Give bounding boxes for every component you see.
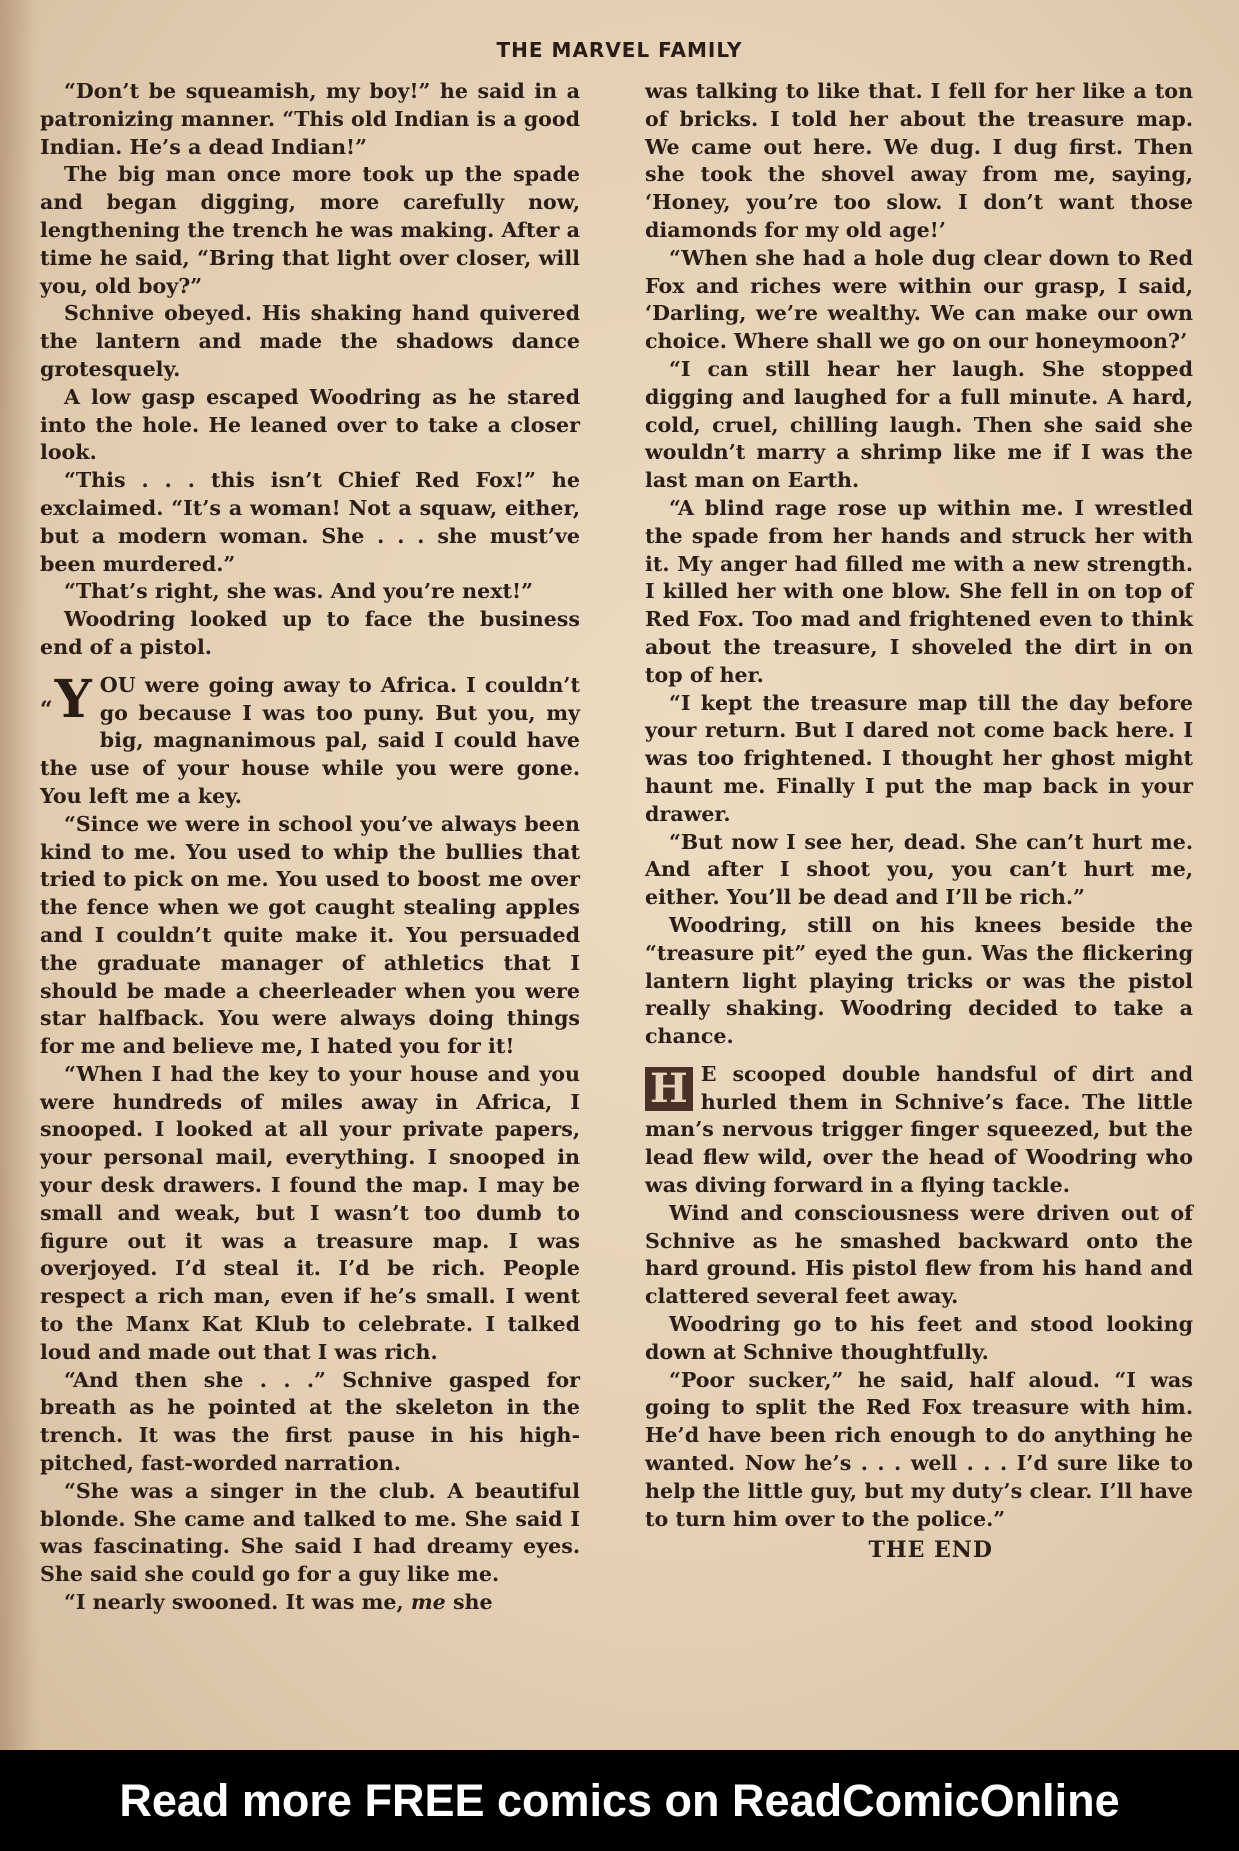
paragraph: “Since we were in school you’ve always been kind to me. You used to whip the bullies that tried to pick on me. You used to boost me over the fence when we got caught stealing apples and I couldn’t quite make it. You persuaded the graduate manager of athletics that I should be made a cheerleader when you were star halfback. You were always doing things for me and believe me, I hated you for it! [40,811,580,1059]
paragraph: “A blind rage rose up within me. I wrestled the spade from her hands and struck her with it. My anger had filled me with a new strength. I killed her with one blow. She fell in on top of Red Fox. Too mad and frightened even to think about the treasure, I shoveled the dirt in on top of her. [645,495,1193,687]
paragraph: “But now I see her, dead. She can’t hurt me. And after I shoot you, you can’t hurt me, either. You’ll be dead and I’ll be rich.” [645,829,1193,910]
paragraph: The big man once more took up the spade and began digging, more carefully now, lengthening the trench he was making. After a time he said, “Bring that light over closer, will you, old boy?” [40,162,580,298]
paragraph: “Poor sucker,” he said, half aloud. “I was going to split the Red Fox treasure with him. He’d have been rich enough to do anything he wanted. Now he’s . . . well . . . I’d sure like to help the little guy, but my duty’s clear. I’ll have to turn him over to the police.” [645,1367,1193,1531]
paragraph: “This . . . this isn’t Chief Red Fox!” he exclaimed. “It’s a woman! Not a squaw, either, but a modern woman. She . . . she must’ve been murdered.” [40,468,580,576]
paragraph: was talking to like that. I fell for her like a ton of bricks. I told her about the treasure map. We came out here. We dug. I dug first. Then she took the shovel away from me, saying, ‘Honey, you’re too slow. I don’t want those diamonds for my old age!’ [645,79,1193,242]
dropcap-paragraph [645,1061,1193,1200]
paragraph: A low gasp escaped Woodring as he stared into the hole. He leaned over to take a closer look. [40,384,580,465]
paragraph: Schnive obeyed. His shaking hand quivered the lantern and made the shadows dance grotesquely. [40,301,580,381]
right-text-column [645,78,1193,1565]
paragraph: Woodring looked up to face the business end of a pistol. [40,607,580,659]
drop-cap: H [645,1067,693,1111]
promo-banner: Read more FREE comics on ReadComicOnline [0,1750,1239,1851]
paragraph: “I can still hear her laugh. She stopped digging and laughed for a full minute. A hard, cold, cruel, chilling laugh. Then she said she wouldn’t marry a shrimp like me if I was the last man on Earth. [645,356,1193,493]
drop-cap [40,668,92,734]
paragraph: Wind and consciousness were driven out of Schnive as he smashed backward onto the hard ground. His pistol flew from his hand and clattered several feet away. [645,1200,1193,1309]
drop-cap-letter: Y [54,668,92,730]
drop-cap-quote: “ [40,696,53,723]
paragraph: “And then she . . .” Schnive gasped for breath as he pointed at the skeleton in the trench. It was the first pause in his high-pitched, fast-worded narration. [40,1367,580,1476]
left-text-column [40,78,580,1617]
page-header: THE MARVEL FAMILY [496,38,743,62]
paragraph: “When I had the key to your house and you were hundreds of miles away in Africa, I snooped. I looked at all your private papers, your personal mail, everything. I snooped in your desk drawers. I found the map. I may be small and weak, but I wasn’t too dumb to figure out it was a treasure map. I was overjoyed. I’d steal it. I’d be rich. People respect a rich man, even if he’s small. I went to the Manx Kat Klub to celebrate. I talked loud and made out that I was rich. [40,1061,580,1364]
dropcap-paragraph [40,668,580,811]
paragraph-text: “I nearly swooned. It was me, [64,1590,411,1615]
paragraph: Woodring, still on his knees beside the “treasure pit” eyed the gun. Was the flickering lantern light playing tricks or was the pistol really shaking. Woodring decided to take a chance. [645,912,1193,1049]
paragraph: “I kept the treasure map till the day before your return. But I dared not come back here. I was too frightened. I thought her ghost might haunt me. Finally I put the map back in your drawer. [645,690,1193,826]
paragraph: “When she had a hole dug clear down to Red Fox and riches were within our grasp, I said, ‘Darling, we’re wealthy. We can make our own choice. Where shall we go on our honeymoon?’ [645,245,1193,354]
the-end-label: THE END [868,1537,993,1564]
paragraph: “That’s right, she was. And you’re next!” [64,579,533,604]
paragraph: Woodring go to his feet and stood looking down at Schnive thoughtfully. [645,1312,1193,1364]
paragraph [40,1589,580,1617]
paragraph: “She was a singer in the club. A beautiful blonde. She came and talked to me. She said I was fascinating. She said I had dreamy eyes. She said she could go for a guy like me. [40,1478,580,1587]
paragraph: “Don’t be squeamish, my boy!” he said in a patronizing manner. “This old Indian is a good Indian. He’s a dead Indian!” [40,79,580,159]
paragraph-text: OU were going away to Africa. I couldn’t go because I was too puny. But you, my big, magnanimous pal, said I could have the use of your house while you were gone. You left me a key. [40,672,580,808]
paragraph-text: E scooped double handsful of dirt and hurled them in Schnive’s face. The little man’s nervous trigger finger squeezed, but the lead flew wild, over the head of Woodring who was diving forward in a flying tackle. [645,1061,1193,1198]
emphasis-text: me [410,1590,446,1615]
paragraph-text: she [445,1590,493,1615]
